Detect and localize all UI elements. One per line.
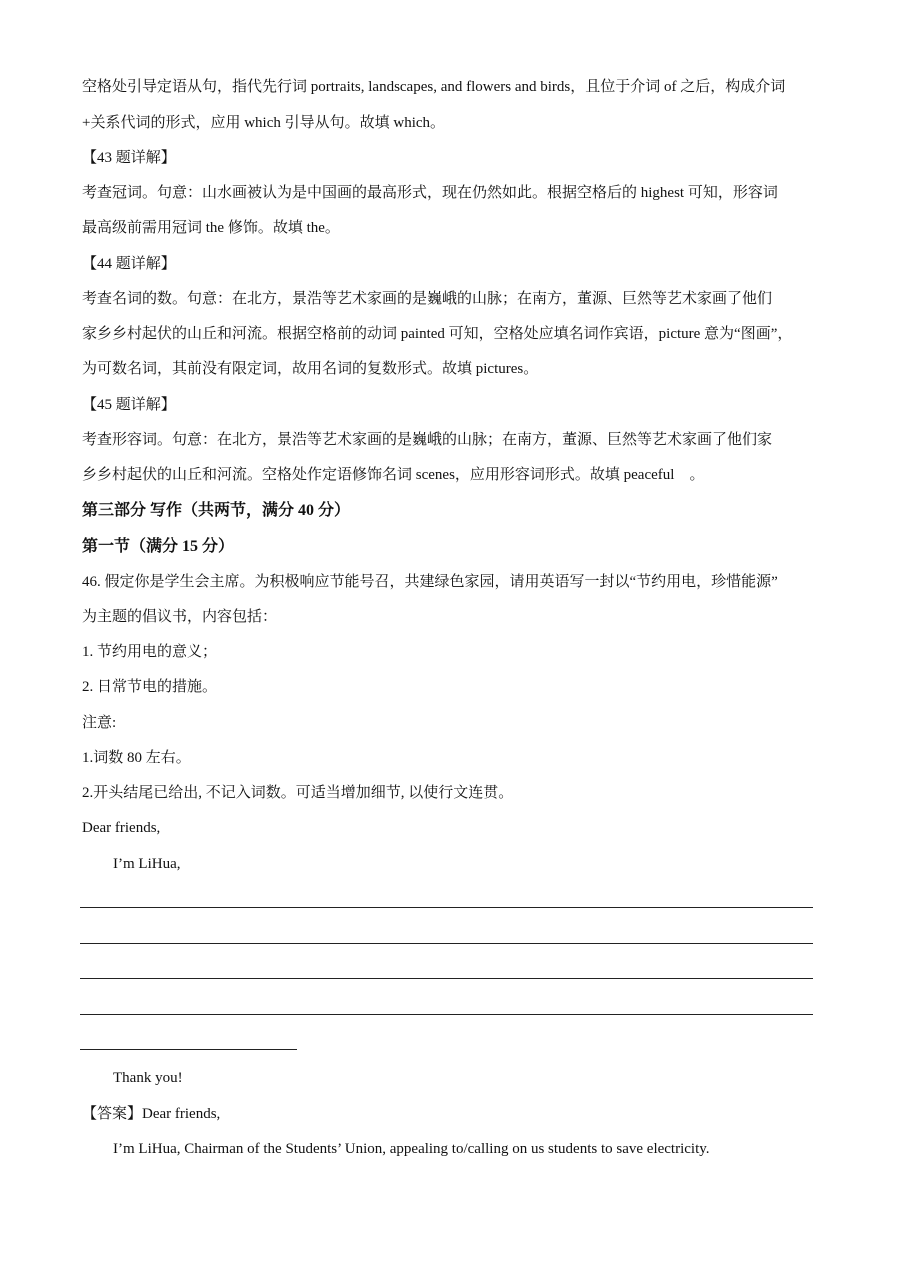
requirement-1: 1. 节约用电的意义； <box>82 644 218 660</box>
writing-line-2 <box>80 943 813 944</box>
subsection-one-heading: 第一节（满分 15 分） <box>82 538 235 555</box>
writing-line-1 <box>80 907 813 908</box>
letter-closing: Thank you! <box>113 1070 183 1086</box>
section-three-heading: 第三部分 写作（共两节，满分 40 分） <box>82 502 351 519</box>
explanation-44-line-1: 考查名词的数。句意：在北方，景浩等艺术家画的是巍峨的山脉；在南方，董源、巨然等艺术家画了他们 <box>82 291 773 307</box>
writing-line-3 <box>80 978 813 979</box>
explanation-44-line-3: 为可数名词，其前没有限定词，故用名词的复数形式。故填 pictures。 <box>82 361 539 377</box>
explanation-45-line-1: 考查形容词。句意：在北方，景浩等艺术家画的是巍峨的山脉；在南方，董源、巨然等艺术家画了他们家 <box>82 432 773 448</box>
explanation-43-line-2: 最高级前需用冠词 the 修饰。故填 the。 <box>82 220 340 236</box>
letter-greeting: Dear friends, <box>82 820 161 836</box>
note-1: 1.词数 80 左右。 <box>82 750 191 766</box>
note-2: 2.开头结尾已给出, 不记入词数。可适当增加细节, 以使行文连贯。 <box>82 785 514 801</box>
heading-44: 【44 题详解】 <box>82 256 176 272</box>
writing-line-5 <box>80 1049 297 1050</box>
notes-label: 注意: <box>82 715 117 731</box>
answer-greeting: 【答案】Dear friends, <box>82 1106 221 1122</box>
explanation-42-line-1: 空格处引导定语从句，指代先行词 portraits, landscapes, and flowers and birds，且位于介词 of 之后，构成介词 <box>82 79 786 95</box>
writing-line-4 <box>80 1014 813 1015</box>
question-46-line-1: 46. 假定你是学生会主席。为积极响应节能号召，共建绿色家园，请用英语写一封以“节约用电，珍惜能源” <box>82 574 778 590</box>
heading-43: 【43 题详解】 <box>82 150 176 166</box>
question-46-line-2: 为主题的倡议书，内容包括： <box>82 609 278 625</box>
explanation-42-line-2: +关系代词的形式，应用 which 引导从句。故填 which。 <box>82 115 446 131</box>
explanation-43-line-1: 考查冠词。句意：山水画被认为是中国画的最高形式，现在仍然如此。根据空格后的 highest 可知，形容词 <box>82 185 778 201</box>
letter-opening: I’m LiHua, <box>113 856 181 872</box>
heading-45: 【45 题详解】 <box>82 397 176 413</box>
requirement-2: 2. 日常节电的措施。 <box>82 679 218 695</box>
explanation-45-line-2: 乡乡村起伏的山丘和河流。空格处作定语修饰名词 scenes，应用形容词形式。故填 peaceful 。 <box>82 467 705 483</box>
explanation-44-line-2: 家乡乡村起伏的山丘和河流。根据空格前的动词 painted 可知，空格处应填名词作宾语，picture 意为“图画”， <box>82 326 793 342</box>
answer-opening: I’m LiHua, Chairman of the Students’ Union, appealing to/calling on us students to save electricity. <box>113 1141 710 1157</box>
